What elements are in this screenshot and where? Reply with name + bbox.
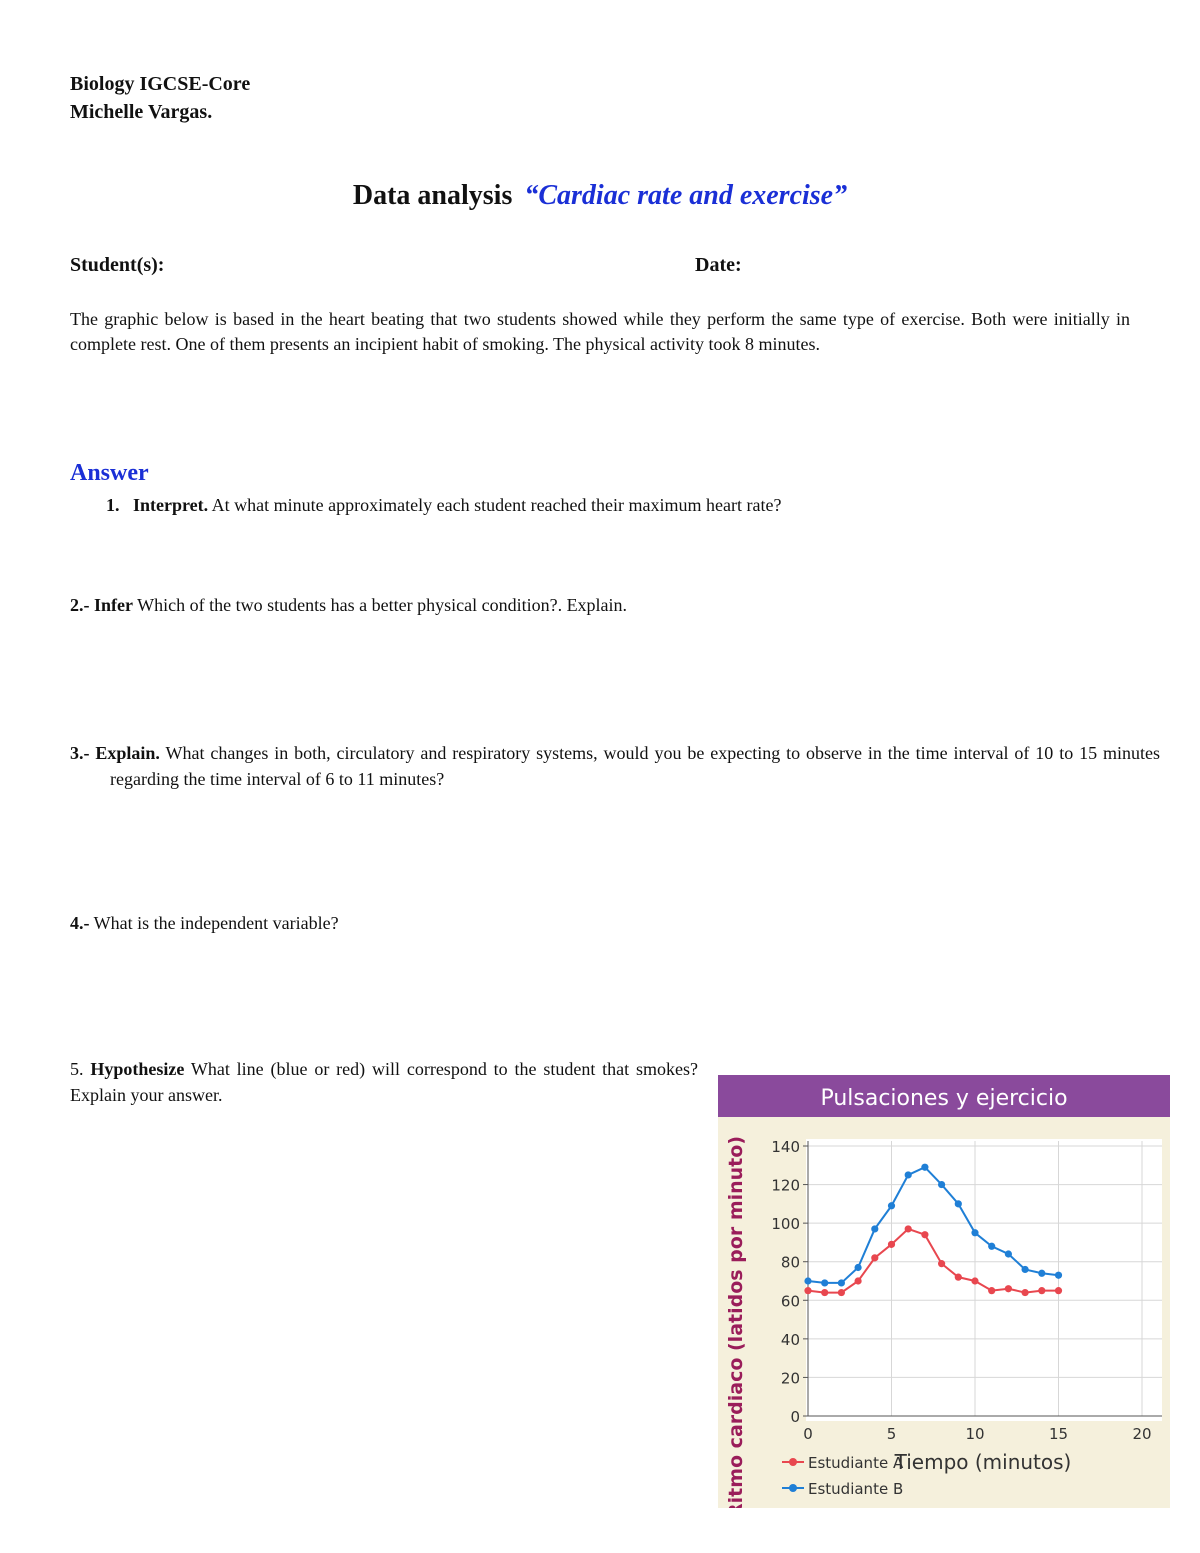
question-number: 4.- bbox=[70, 913, 90, 933]
data-point-estudiante-a bbox=[1055, 1287, 1062, 1294]
legend-label-estudiante-a: Estudiante A bbox=[808, 1454, 904, 1472]
question-number: 1. bbox=[106, 495, 120, 515]
question-number: 3.- bbox=[70, 743, 90, 763]
y-tick-label: 120 bbox=[771, 1176, 800, 1195]
data-point-estudiante-b bbox=[821, 1279, 828, 1286]
legend-marker-estudiante-a bbox=[789, 1458, 797, 1466]
question-5 bbox=[70, 1056, 698, 1108]
question-text: What is the independent variable? bbox=[89, 913, 339, 933]
y-tick-label: 20 bbox=[780, 1369, 800, 1388]
intro-paragraph: The graphic below is based in the heart beating that two students showed while they perform the same type of exercise. Both were initially in complete rest. One of them presents an incipient habit of smoking. The physical activity took 8 minutes. bbox=[70, 309, 1130, 354]
data-point-estudiante-a bbox=[955, 1274, 962, 1281]
data-point-estudiante-a bbox=[921, 1231, 928, 1238]
x-tick-label: 20 bbox=[1132, 1425, 1152, 1443]
data-point-estudiante-b bbox=[905, 1171, 912, 1178]
question-1 bbox=[106, 492, 1106, 518]
y-tick-label: 0 bbox=[790, 1408, 800, 1426]
data-point-estudiante-b bbox=[1022, 1266, 1029, 1273]
legend-label-estudiante-b: Estudiante B bbox=[808, 1480, 904, 1498]
data-point-estudiante-a bbox=[838, 1289, 845, 1296]
data-point-estudiante-b bbox=[938, 1181, 945, 1188]
question-number: 5. bbox=[70, 1059, 84, 1079]
chart-title: Pulsaciones y ejercicio bbox=[820, 1086, 1068, 1111]
question-keyword: Infer bbox=[94, 595, 133, 615]
data-point-estudiante-b bbox=[888, 1202, 895, 1209]
data-point-estudiante-a bbox=[1005, 1285, 1012, 1292]
students-label: Student(s): bbox=[70, 254, 165, 276]
data-point-estudiante-a bbox=[938, 1260, 945, 1267]
data-point-estudiante-b bbox=[988, 1243, 995, 1250]
data-point-estudiante-b bbox=[871, 1225, 878, 1232]
data-point-estudiante-b bbox=[1005, 1250, 1012, 1257]
question-3 bbox=[70, 740, 1160, 792]
question-text: What line (blue or red) will correspond to the student that smokes? Explain your answer. bbox=[70, 1059, 698, 1105]
legend-marker-estudiante-b bbox=[789, 1484, 797, 1492]
question-text: At what minute approximately each student reached their maximum heart rate? bbox=[208, 495, 782, 515]
data-point-estudiante-b bbox=[1055, 1272, 1062, 1279]
x-tick-label: 0 bbox=[803, 1425, 813, 1443]
y-tick-label: 60 bbox=[780, 1292, 800, 1311]
question-2 bbox=[70, 592, 1130, 618]
data-point-estudiante-b bbox=[921, 1164, 928, 1171]
data-point-estudiante-a bbox=[821, 1289, 828, 1296]
teacher-name: Michelle Vargas. bbox=[70, 101, 213, 123]
x-tick-label: 10 bbox=[965, 1425, 985, 1443]
question-number: 2.- bbox=[70, 595, 90, 615]
question-text: What changes in both, circulatory and respiratory systems, would you be expecting to observe in the time interval of 10 to 15 minutes regarding the time interval of 6 to 11 minutes? bbox=[110, 743, 1160, 789]
answer-heading: Answer bbox=[70, 460, 149, 486]
data-point-estudiante-b bbox=[804, 1277, 811, 1284]
data-point-estudiante-a bbox=[855, 1277, 862, 1284]
question-4 bbox=[70, 910, 1130, 936]
data-point-estudiante-a bbox=[1038, 1287, 1045, 1294]
y-tick-label: 40 bbox=[780, 1330, 800, 1349]
data-point-estudiante-a bbox=[971, 1277, 978, 1284]
y-axis-label: Ritmo cardiaco (latidos por minuto) bbox=[725, 1135, 747, 1508]
data-point-estudiante-b bbox=[1038, 1270, 1045, 1277]
x-tick-label: 5 bbox=[886, 1425, 897, 1443]
y-tick-label: 140 bbox=[771, 1138, 800, 1156]
data-point-estudiante-b bbox=[971, 1229, 978, 1236]
data-point-estudiante-a bbox=[804, 1287, 811, 1294]
y-tick-label: 80 bbox=[780, 1253, 800, 1272]
data-point-estudiante-a bbox=[905, 1225, 912, 1232]
page-title bbox=[0, 180, 1200, 212]
chart-svg bbox=[718, 1075, 1170, 1508]
question-keyword: Interpret. bbox=[133, 495, 209, 515]
title-subtitle: “Cardiac rate and exercise” bbox=[524, 180, 848, 211]
question-keyword: Hypothesize bbox=[90, 1059, 185, 1079]
data-point-estudiante-a bbox=[871, 1254, 878, 1261]
y-tick-label: 100 bbox=[771, 1215, 800, 1234]
question-keyword: Explain. bbox=[95, 743, 160, 763]
data-point-estudiante-b bbox=[855, 1264, 862, 1271]
data-point-estudiante-b bbox=[838, 1279, 845, 1286]
data-point-estudiante-b bbox=[955, 1200, 962, 1207]
data-point-estudiante-a bbox=[888, 1241, 895, 1248]
question-text: Which of the two students has a better physical condition?. Explain. bbox=[133, 595, 628, 615]
title-main: Data analysis bbox=[352, 180, 513, 211]
heart-rate-chart bbox=[718, 1075, 1170, 1508]
course-name: Biology IGCSE-Core bbox=[70, 73, 251, 95]
date-label: Date: bbox=[695, 254, 742, 276]
data-point-estudiante-a bbox=[988, 1287, 995, 1294]
x-axis-label: Tiempo (minutos) bbox=[894, 1450, 1072, 1474]
x-tick-label: 15 bbox=[1048, 1425, 1069, 1443]
data-point-estudiante-a bbox=[1022, 1289, 1029, 1296]
